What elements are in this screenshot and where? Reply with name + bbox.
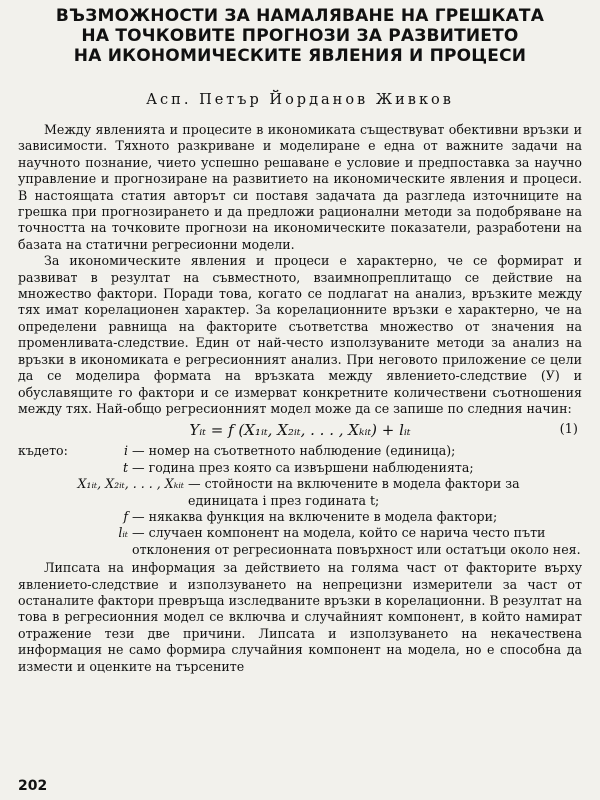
title-line-2: НА ТОЧКОВИТЕ ПРОГНОЗИ ЗА РАЗВИТИЕТО <box>81 26 519 46</box>
paragraph-2: За икономическите явления и процеси е характерно, че се формират и развиват в резултат на съвместното, взаимнопреплитащо се действие на множество фактори. Поради това, когато се подлагат на анализ, връзките между тях имат корелационен характер. За корелационните връзки е характерно, че на определени равнища на факторите съответства множество от значения на променливата-следствие. Един от най-често използуваните методи за анализ на връзки в икономиката е регресионният анализ. При неговото приложение се цели да се моделира формата на връзката между явлението-следствие (У) и обуславящите го фактори и се измерват конкретните количествени съотношения между тях. Най-общо регресионният модел може да се запише по следния начин: <box>18 253 582 416</box>
body-text <box>18 122 582 417</box>
page-number: 202 <box>18 778 48 794</box>
title-line-3: НА ИКОНОМИЧЕСКИТЕ ЯВЛЕНИЯ И ПРОЦЕСИ <box>73 46 527 66</box>
equation-1 <box>18 417 582 443</box>
closing-text <box>18 560 582 675</box>
paragraph-3: Липсата на информация за действието на голяма част от факторите върху явлението-следствие и използуването на непрецизни измерители за част от останалите фактори превръща изследваните връзки в корелационни. В резултат на това в регресионния модел се включва и случайният компонент, в който намират отражение тези две причини. Липсата и използуването на некачествена информация не само формира случайния компонент на модела, но е способна да измести и оценките на търсените <box>18 560 582 674</box>
article-title <box>18 6 582 66</box>
definition-text: — случаен компонент на модела, който се нарича често пъти отклонения от регресионната повърхност или остатъци около нея. <box>132 525 581 557</box>
definition-row <box>18 460 582 476</box>
title-line-1: ВЪЗМОЖНОСТИ ЗА НАМАЛЯВАНЕ НА ГРЕШКАТА <box>55 6 545 26</box>
definition-symbol: t <box>122 459 128 475</box>
equation-formula: Yᵢₜ = f (X₁ᵢₜ, X₂ᵢₜ, . . . , Xₖᵢₜ) + lᵢₜ <box>189 421 411 440</box>
definition-symbol: i <box>123 443 128 459</box>
definition-row <box>18 509 582 525</box>
definition-text: — номер на съответното наблюдение (единица); <box>132 443 456 459</box>
author-line: Асп. Петър Йорданов Живков <box>146 92 454 108</box>
paragraph-1: Между явленията и процесите в икономиката съществуват обективни връзки и зависимости. Тяхното разкриване и моделиране е една от важните задачи на научното познание, чието успешно решаване е условие и предпоставка за научно управление и прогнозиране на развитието на икономическите явления и процеси. В настоящата статия авторът си поставя задачата да разгледа източниците на грешка при прогнозирането и да предложи рационални методи за подобряване на точността на точковите прогнози на икономическите показатели, разработени на базата на статични регресионни модели. <box>18 122 582 252</box>
definition-text: — година през която са извършени наблюденията; <box>132 459 474 475</box>
definitions-list <box>18 443 582 558</box>
definition-row <box>18 443 582 459</box>
definition-symbol: lᵢₜ <box>118 525 128 541</box>
definition-row <box>18 525 582 558</box>
definition-text: — стойности на включените в модела фактори за единицата i през годината t; <box>188 476 520 508</box>
definition-row <box>18 476 582 509</box>
definition-symbol: f <box>123 508 128 524</box>
definitions-lead: където: <box>18 443 68 459</box>
definition-text: — някаква функция на включените в модела фактори; <box>132 508 498 524</box>
equation-number: (1) <box>559 422 578 438</box>
definition-symbol: X₁ᵢₜ, X₂ᵢₜ, . . . , Xₖᵢₜ <box>77 476 184 492</box>
